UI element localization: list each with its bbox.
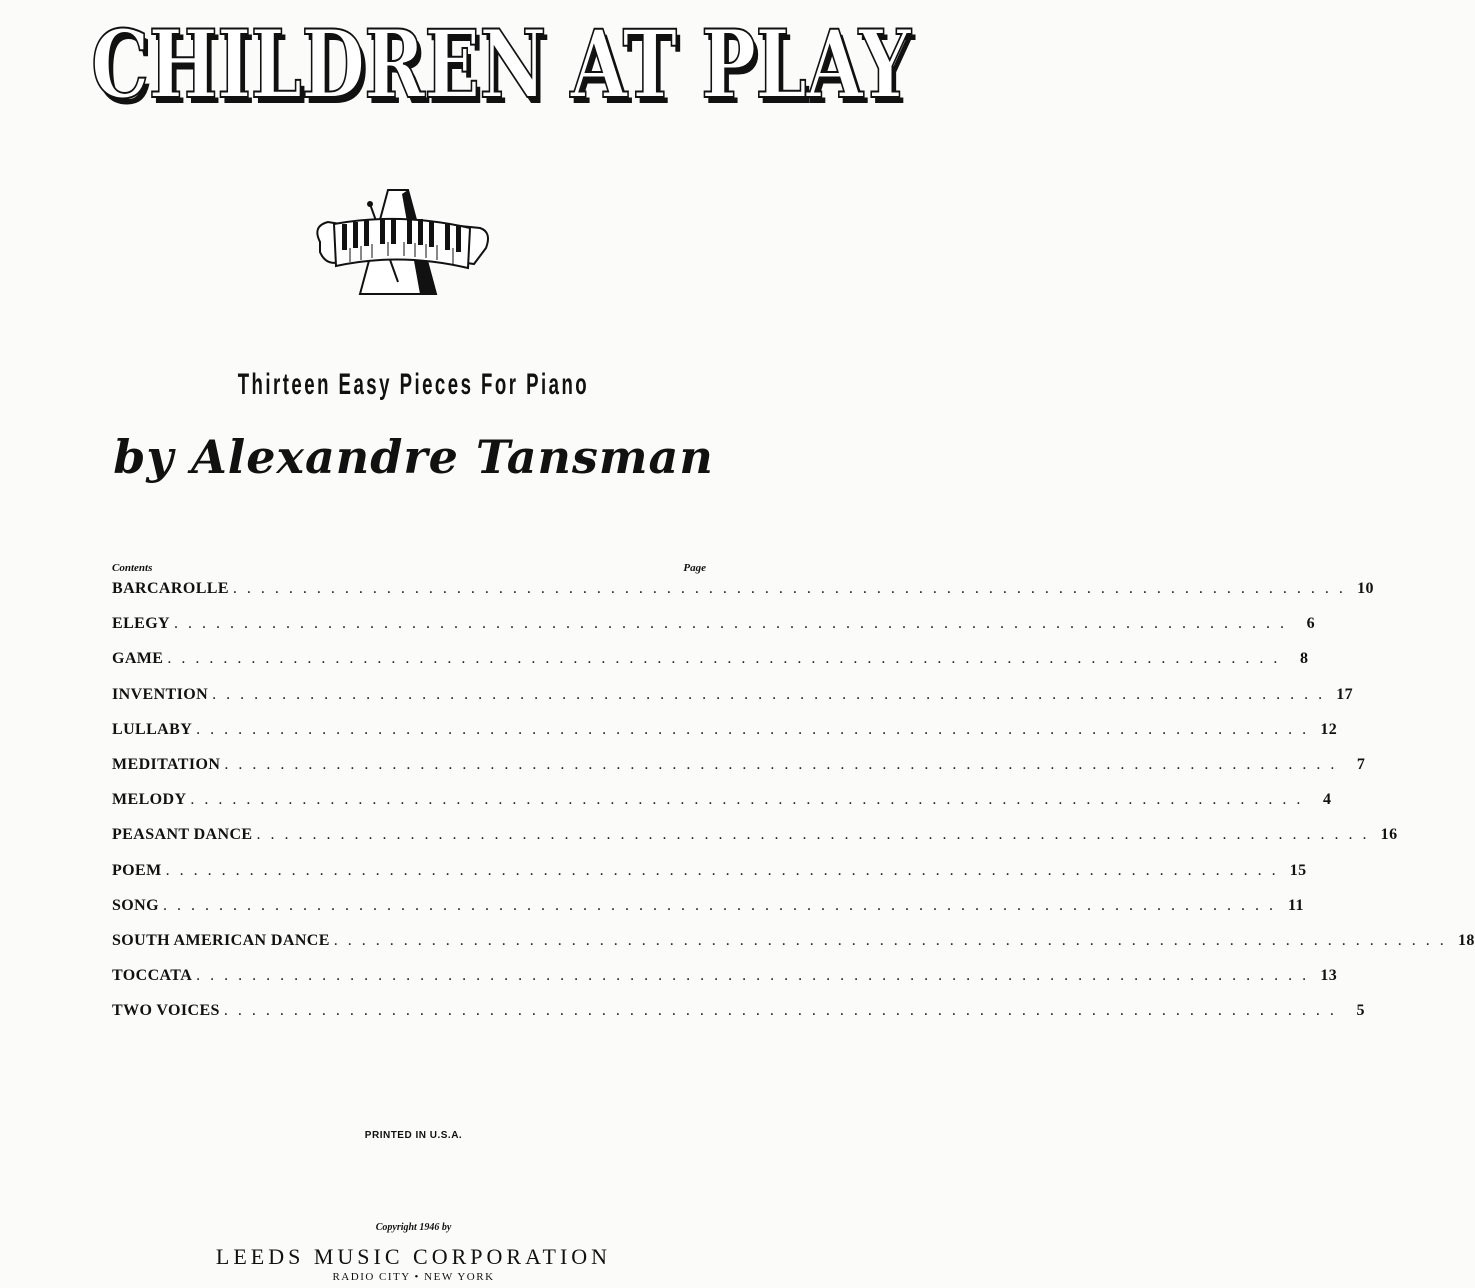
toc-leader-dots: . . . . . . . . . . . . . . . . . . . . . . . . . . . . . . . . . . . . . . . . . . . . . . . . . . . . . . . . . . . . . . . . . . . . . . . . . . . . . . . . [256,826,1370,844]
toc-header [112,562,706,574]
toc-row [112,861,1307,897]
toc-row [112,967,1338,1002]
toc-leader-dots: . . . . . . . . . . . . . . . . . . . . . . . . . . . . . . . . . . . . . . . . . . . . . . . . . . . . . . . . . . . . . . . . . . . . . . . . . . . . . . . . [190,791,1304,809]
toc-leader-dots: . . . . . . . . . . . . . . . . . . . . . . . . . . . . . . . . . . . . . . . . . . . . . . . . . . . . . . . . . . . . . . . . . . . . . . . . . . . . . . . . [333,931,1447,949]
toc-title: POEM [112,861,162,879]
toc-page-number: 15 [1289,861,1307,879]
toc-list [112,580,1475,1037]
toc-row [112,650,1309,685]
toc-title: MELODY [112,791,187,809]
toc-page-number: 18 [1457,931,1475,949]
toc-title: BARCAROLLE [112,580,229,597]
author-byline: by Alexandre Tansman [113,430,714,484]
toc-title: ELEGY [112,615,171,633]
page-title: CHILDREN AT PLAY [90,10,911,120]
toc-page-number: 17 [1336,685,1354,703]
toc-row [112,685,1354,721]
publisher-location: RADIO CITY • NEW YORK [332,1271,495,1283]
toc-page-number: 5 [1356,1002,1365,1020]
toc-title: TWO VOICES [112,1002,220,1020]
toc-row [112,896,1304,932]
toc-title: LULLABY [112,720,193,738]
toc-leader-dots: . . . . . . . . . . . . . . . . . . . . . . . . . . . . . . . . . . . . . . . . . . . . . . . . . . . . . . . . . . . . . . . . . . . . . . . . . . . . . . . . [165,861,1279,879]
toc-leader-dots: . . . . . . . . . . . . . . . . . . . . . . . . . . . . . . . . . . . . . . . . . . . . . . . . . . . . . . . . . . . . . . . . . . . . . . . . . . . . . . . . [167,650,1281,668]
page-label: Page [683,562,706,574]
toc-leader-dots: . . . . . . . . . . . . . . . . . . . . . . . . . . . . . . . . . . . . . . . . . . . . . . . . . . . . . . . . . . . . . . . . . . . . . . . . . . . . . . . . [196,720,1310,738]
metronome-piano-keys-ribbon-icon [310,182,494,302]
toc-page-number: 10 [1357,580,1374,597]
toc-row [112,791,1332,826]
toc-row [112,720,1338,756]
toc-page-number: 16 [1380,826,1398,844]
contents-label: Contents [112,562,153,574]
copyright-note: Copyright 1946 by [375,1222,452,1233]
toc-row [112,615,1316,650]
subtitle: Thirteen Easy Pieces For Piano [237,368,590,401]
toc-row [112,755,1366,791]
toc-page-number: 8 [1299,650,1309,668]
toc-title: INVENTION [112,685,209,703]
toc-row [112,826,1398,861]
printed-in-note: PRINTED IN U.S.A. [364,1130,463,1141]
toc-row [112,580,1374,615]
toc-leader-dots: . . . . . . . . . . . . . . . . . . . . . . . . . . . . . . . . . . . . . . . . . . . . . . . . . . . . . . . . . . . . . . . . . . . . . . . . . . . . . . . . [174,615,1288,633]
publisher-name: LEEDS MUSIC CORPORATION [215,1244,612,1269]
toc-title: TOCCATA [112,967,193,985]
toc-title: SONG [112,896,159,914]
toc-row [112,1002,1365,1037]
toc-leader-dots: . . . . . . . . . . . . . . . . . . . . . . . . . . . . . . . . . . . . . . . . . . . . . . . . . . . . . . . . . . . . . . . . . . . . . . . . . . . . . . . . [232,580,1346,597]
table-of-contents [112,562,1475,1037]
toc-leader-dots: . . . . . . . . . . . . . . . . . . . . . . . . . . . . . . . . . . . . . . . . . . . . . . . . . . . . . . . . . . . . . . . . . . . . . . . . . . . . . . . . [224,755,1338,773]
toc-leader-dots: . . . . . . . . . . . . . . . . . . . . . . . . . . . . . . . . . . . . . . . . . . . . . . . . . . . . . . . . . . . . . . . . . . . . . . . . . . . . . . . . [162,896,1276,914]
toc-page-number: 12 [1320,720,1338,738]
toc-page-number: 13 [1320,967,1338,985]
toc-leader-dots: . . . . . . . . . . . . . . . . . . . . . . . . . . . . . . . . . . . . . . . . . . . . . . . . . . . . . . . . . . . . . . . . . . . . . . . . . . . . . . . . [196,967,1310,985]
toc-title: PEASANT DANCE [112,826,253,844]
toc-leader-dots: . . . . . . . . . . . . . . . . . . . . . . . . . . . . . . . . . . . . . . . . . . . . . . . . . . . . . . . . . . . . . . . . . . . . . . . . . . . . . . . . [212,685,1326,703]
toc-title: MEDITATION [112,755,221,773]
toc-row [112,931,1475,967]
toc-page-number: 11 [1288,896,1304,914]
toc-title: GAME [112,650,164,668]
toc-leader-dots: . . . . . . . . . . . . . . . . . . . . . . . . . . . . . . . . . . . . . . . . . . . . . . . . . . . . . . . . . . . . . . . . . . . . . . . . . . . . . . . . [223,1002,1337,1020]
toc-page-number: 7 [1356,755,1366,773]
toc-page-number: 4 [1323,791,1332,809]
toc-page-number: 6 [1306,615,1316,633]
toc-title: SOUTH AMERICAN DANCE [112,931,330,949]
